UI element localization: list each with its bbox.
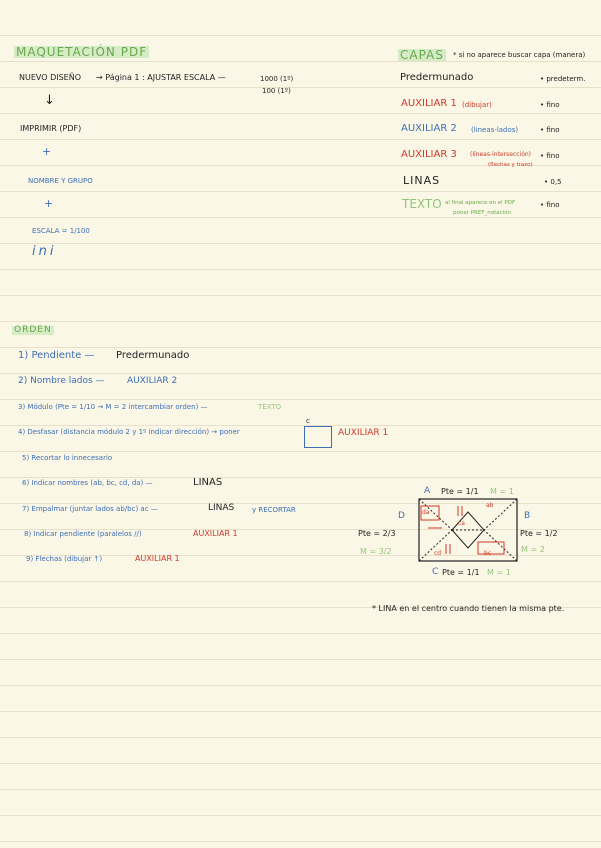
capa-texto: TEXTO: [402, 197, 442, 211]
capa-texto-subnote: poner PREF_notación: [453, 210, 512, 216]
orden-item-7-tail: LINAS: [208, 503, 235, 513]
orden-item-4-box: [304, 426, 332, 448]
diagram-label-b: B: [524, 511, 531, 521]
capa-auxiliar-3-value: • fino: [540, 152, 560, 160]
capa-auxiliar-2: AUXILIAR 2: [401, 123, 457, 134]
orden-item-7-extra: y RECORTAR: [252, 506, 296, 514]
roof-diagram: [418, 498, 518, 562]
capa-predeterminado-value: • predeterm.: [540, 75, 586, 83]
capa-auxiliar-3-note: (líneas-intersección): [470, 151, 532, 158]
orden-item-1: 1) Pendiente —: [18, 350, 95, 361]
diagram-top-pte: Pte = 1/1: [441, 487, 479, 496]
orden-item-6: 6) Indicar nombres (ab, bc, cd, da) —: [22, 479, 153, 487]
diagram-seg-ca: ca: [458, 520, 465, 527]
scale-line-1: 1000 (1º): [260, 75, 294, 83]
step-ajustar-escala: → Página 1 : AJUSTAR ESCALA —: [96, 73, 226, 82]
orden-item-6-tail: LINAS: [193, 477, 223, 488]
diagram-seg-da: da: [422, 509, 430, 516]
diagram-right-m: M = 2: [521, 545, 545, 554]
footnote: * LINA en el centro cuando tienen la misma pte.: [372, 604, 565, 613]
capa-auxiliar-1-note: (dibujar): [462, 101, 492, 109]
down-arrow: ↓: [44, 93, 55, 108]
orden-item-4-box-mark: c: [306, 417, 310, 425]
diagram-seg-ab: ab: [486, 502, 494, 509]
diagram-top-m: M = 1: [490, 487, 514, 496]
diagram-right-pte: Pte = 1/2: [520, 529, 558, 538]
diagram-label-a: A: [424, 486, 431, 496]
step-nombre-grupo: NOMBRE Y GRUPO: [28, 177, 93, 185]
orden-item-1-tail: Predermunado: [116, 350, 190, 361]
orden-item-8: 8) Indicar pendiente (paralelos //): [24, 530, 142, 538]
orden-item-4-tail: AUXILIAR 1: [338, 428, 389, 438]
capas-title: CAPAS: [400, 48, 444, 62]
capa-auxiliar-1-value: • fino: [540, 101, 560, 109]
capa-predeterminado: Predermunado: [400, 72, 474, 83]
orden-item-4: 4) Desfasar (distancia módulo 2 y 1º indicar dirección) → poner: [18, 428, 240, 436]
diagram-label-c: C: [432, 567, 439, 577]
diagram-seg-cd: cd: [434, 550, 442, 557]
capa-linas: LINAS: [403, 174, 441, 187]
orden-item-9-tail: AUXILIAR 1: [135, 554, 180, 563]
capa-linas-value: • 0,5: [544, 178, 562, 186]
capa-auxiliar-2-value: • fino: [540, 126, 560, 134]
orden-item-9: 9) Flechas (dibujar ↑): [26, 555, 103, 563]
step-nuevo-diseno: NUEVO DISEÑO: [19, 73, 81, 82]
diagram-seg-bc: bc: [484, 550, 492, 557]
orden-item-3-tail: TEXTO: [258, 403, 282, 411]
diagram-bottom-pte: Pte = 1/1: [442, 568, 480, 577]
scale-line-2: 100 (1º): [262, 87, 291, 95]
capa-texto-value: • fino: [540, 201, 560, 209]
plus-2: +: [44, 197, 54, 210]
orden-item-8-tail: AUXILIAR 1: [193, 529, 238, 538]
capa-auxiliar-3-subnote: (flechas y trazo): [488, 162, 533, 168]
step-imprimir: IMPRIMIR (PDF): [20, 124, 82, 133]
orden-item-2: 2) Nombre lados —: [18, 376, 105, 386]
diagram-left-pte: Pte = 2/3: [358, 529, 396, 538]
orden-item-3: 3) Módulo (Pte = 1/10 → M = 2 intercambiar orden) —: [18, 403, 208, 411]
diagram-left-m: M = 3/2: [360, 547, 392, 556]
orden-item-7: 7) Empalmar (juntar lados ab/bc) ac —: [22, 505, 158, 513]
capas-note: * si no aparece buscar capa (manera): [453, 51, 586, 59]
orden-item-2-tail: AUXILIAR 2: [127, 376, 178, 386]
diagram-label-d: D: [398, 511, 405, 521]
orden-title: ORDEN: [14, 325, 52, 335]
capa-auxiliar-1: AUXILIAR 1: [401, 98, 457, 109]
step-escala: ESCALA = 1/100: [32, 227, 90, 235]
maquetacion-title: MAQUETACIÓN PDF: [16, 45, 148, 59]
capa-texto-note: al final aparece en el PDF: [445, 200, 516, 206]
plus-1: +: [42, 145, 52, 158]
logo-sketch: ini: [32, 244, 57, 259]
diagram-bottom-m: M = 1: [487, 568, 511, 577]
capa-auxiliar-2-note: (lineas-lados): [471, 126, 519, 134]
orden-item-5: 5) Recortar lo innecesario: [22, 454, 113, 462]
capa-auxiliar-3: AUXILIAR 3: [401, 149, 457, 160]
